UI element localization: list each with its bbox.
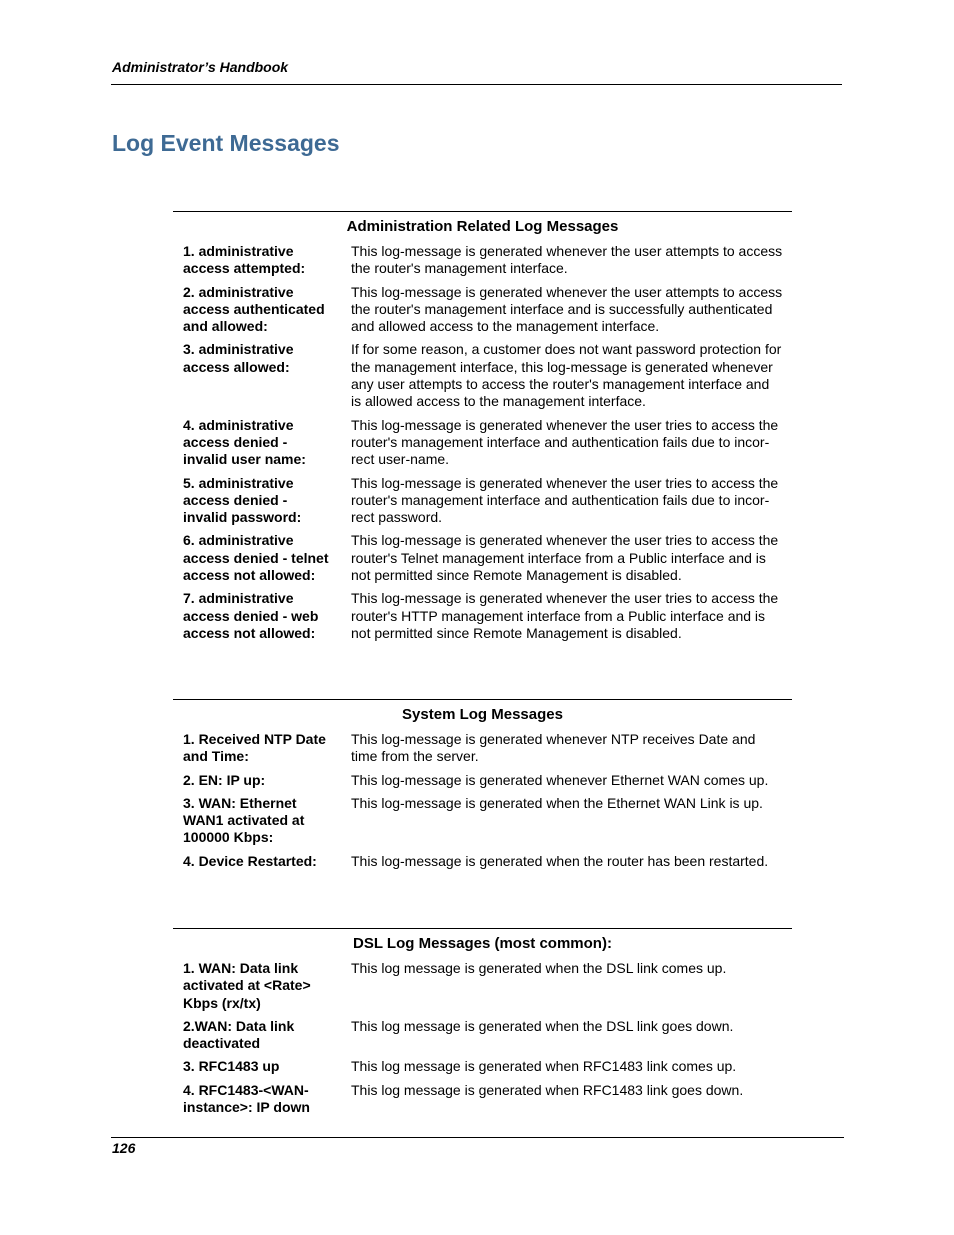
footer-rule [111,1137,844,1138]
section-rule [173,699,792,700]
section-rule [173,928,792,929]
log-entry-description: This log-message is generated whenever NTP receives Date and time from the server. [351,731,756,765]
log-entry [173,243,792,278]
log-entry-term: 1. WAN: Data link activated at <Rate> Kbps (rx/tx) [183,960,311,1011]
log-entry-term: 4. administrative access denied - invalid user name: [183,416,306,468]
page-number: 126 [112,1140,136,1156]
log-entry [173,853,792,870]
section-dsl-log-messages [173,928,792,1122]
log-entry-description: This log message is generated when the DSL link comes up. [351,960,727,976]
log-entry [173,417,792,469]
section-rule [173,211,792,212]
log-entry-description: This log-message is generated when the Ethernet WAN Link is up. [351,794,763,811]
log-entry-description: This log message is generated when RFC1483 link comes up. [351,1058,737,1075]
log-entry-description: This log message is generated when the DSL link goes down. [351,1017,734,1034]
log-entry [173,772,792,789]
log-entry-term: 3. administrative access allowed: [183,341,294,375]
section-title: DSL Log Messages (most common): [353,935,612,952]
section-title: System Log Messages [402,706,563,723]
log-entry-term: 3. WAN: Ethernet WAN1 activated at 100000 Kbps: [183,794,305,846]
log-entry [173,341,792,410]
running-head: Administrator’s Handbook [112,59,289,75]
log-entry-term: 4. Device Restarted: [183,852,317,869]
section-administration-log-messages [173,211,792,648]
log-entry-term: 7. administrative access denied - web access not allowed: [183,590,319,641]
log-entry [173,284,792,336]
log-entry [173,1058,792,1075]
log-entry [173,475,792,527]
log-entry-term: 2. administrative access authenticated and allowed: [183,283,325,335]
log-entry [173,795,792,847]
log-entry-description: This log-message is generated whenever the user tries to access the router's Telnet management interface from a Public interface and is not permitted since Remote Management is disabled. [351,532,779,584]
log-entry [173,731,792,766]
log-entry-description: This log-message is generated whenever Ethernet WAN comes up. [351,771,769,788]
log-entry [173,590,792,642]
log-entry-description: This log message is generated when RFC1483 link goes down. [351,1081,744,1098]
log-entry-term: 6. administrative access denied - telnet access not allowed: [183,532,329,584]
log-entry-term: 1. Received NTP Date and Time: [183,731,326,765]
log-entry-description: This log-message is generated whenever the user tries to access the router's management interface and authentication fails due to incor-rect user-name. [351,416,779,468]
log-entry-description: This log-message is generated whenever the user attempts to access the router's management interface and is successfully authenticated and allowed access to the management interface. [351,283,783,335]
log-entry-term: 1. administrative access attempted: [183,243,306,277]
log-entry-description: This log-message is generated whenever the user tries to access the router's HTTP management interface from a Public interface and is not permitted since Remote Management is disabled. [351,590,779,641]
page-title: Log Event Messages [112,130,340,156]
log-entry-term: 2. EN: IP up: [183,771,266,788]
section-title: Administration Related Log Messages [346,218,619,235]
log-entry [173,532,792,584]
header-rule [111,84,842,85]
log-entry-term: 5. administrative access denied - invalid password: [183,474,302,526]
log-entry-term: 2.WAN: Data link deactivated [183,1017,295,1052]
log-entry-term: 3. RFC1483 up [183,1058,280,1075]
log-entry [173,1018,792,1053]
section-system-log-messages [173,699,792,876]
log-entry-description: If for some reason, a customer does not want password protection for the management interface, this log-message is generated whenever any user attempts to access the router's management interface and is allowed access to the management interface. [351,341,782,410]
log-entry-description: This log-message is generated when the router has been restarted. [351,852,769,869]
log-entry-description: This log-message is generated whenever the user attempts to access the router's management interface. [351,243,783,277]
log-entry-term: 4. RFC1483-<WAN-instance>: IP down [183,1081,310,1116]
log-entry [173,960,792,1012]
log-entry-description: This log-message is generated whenever the user tries to access the router's management interface and authentication fails due to incor-rect password. [351,474,779,526]
log-entry [173,1082,792,1117]
